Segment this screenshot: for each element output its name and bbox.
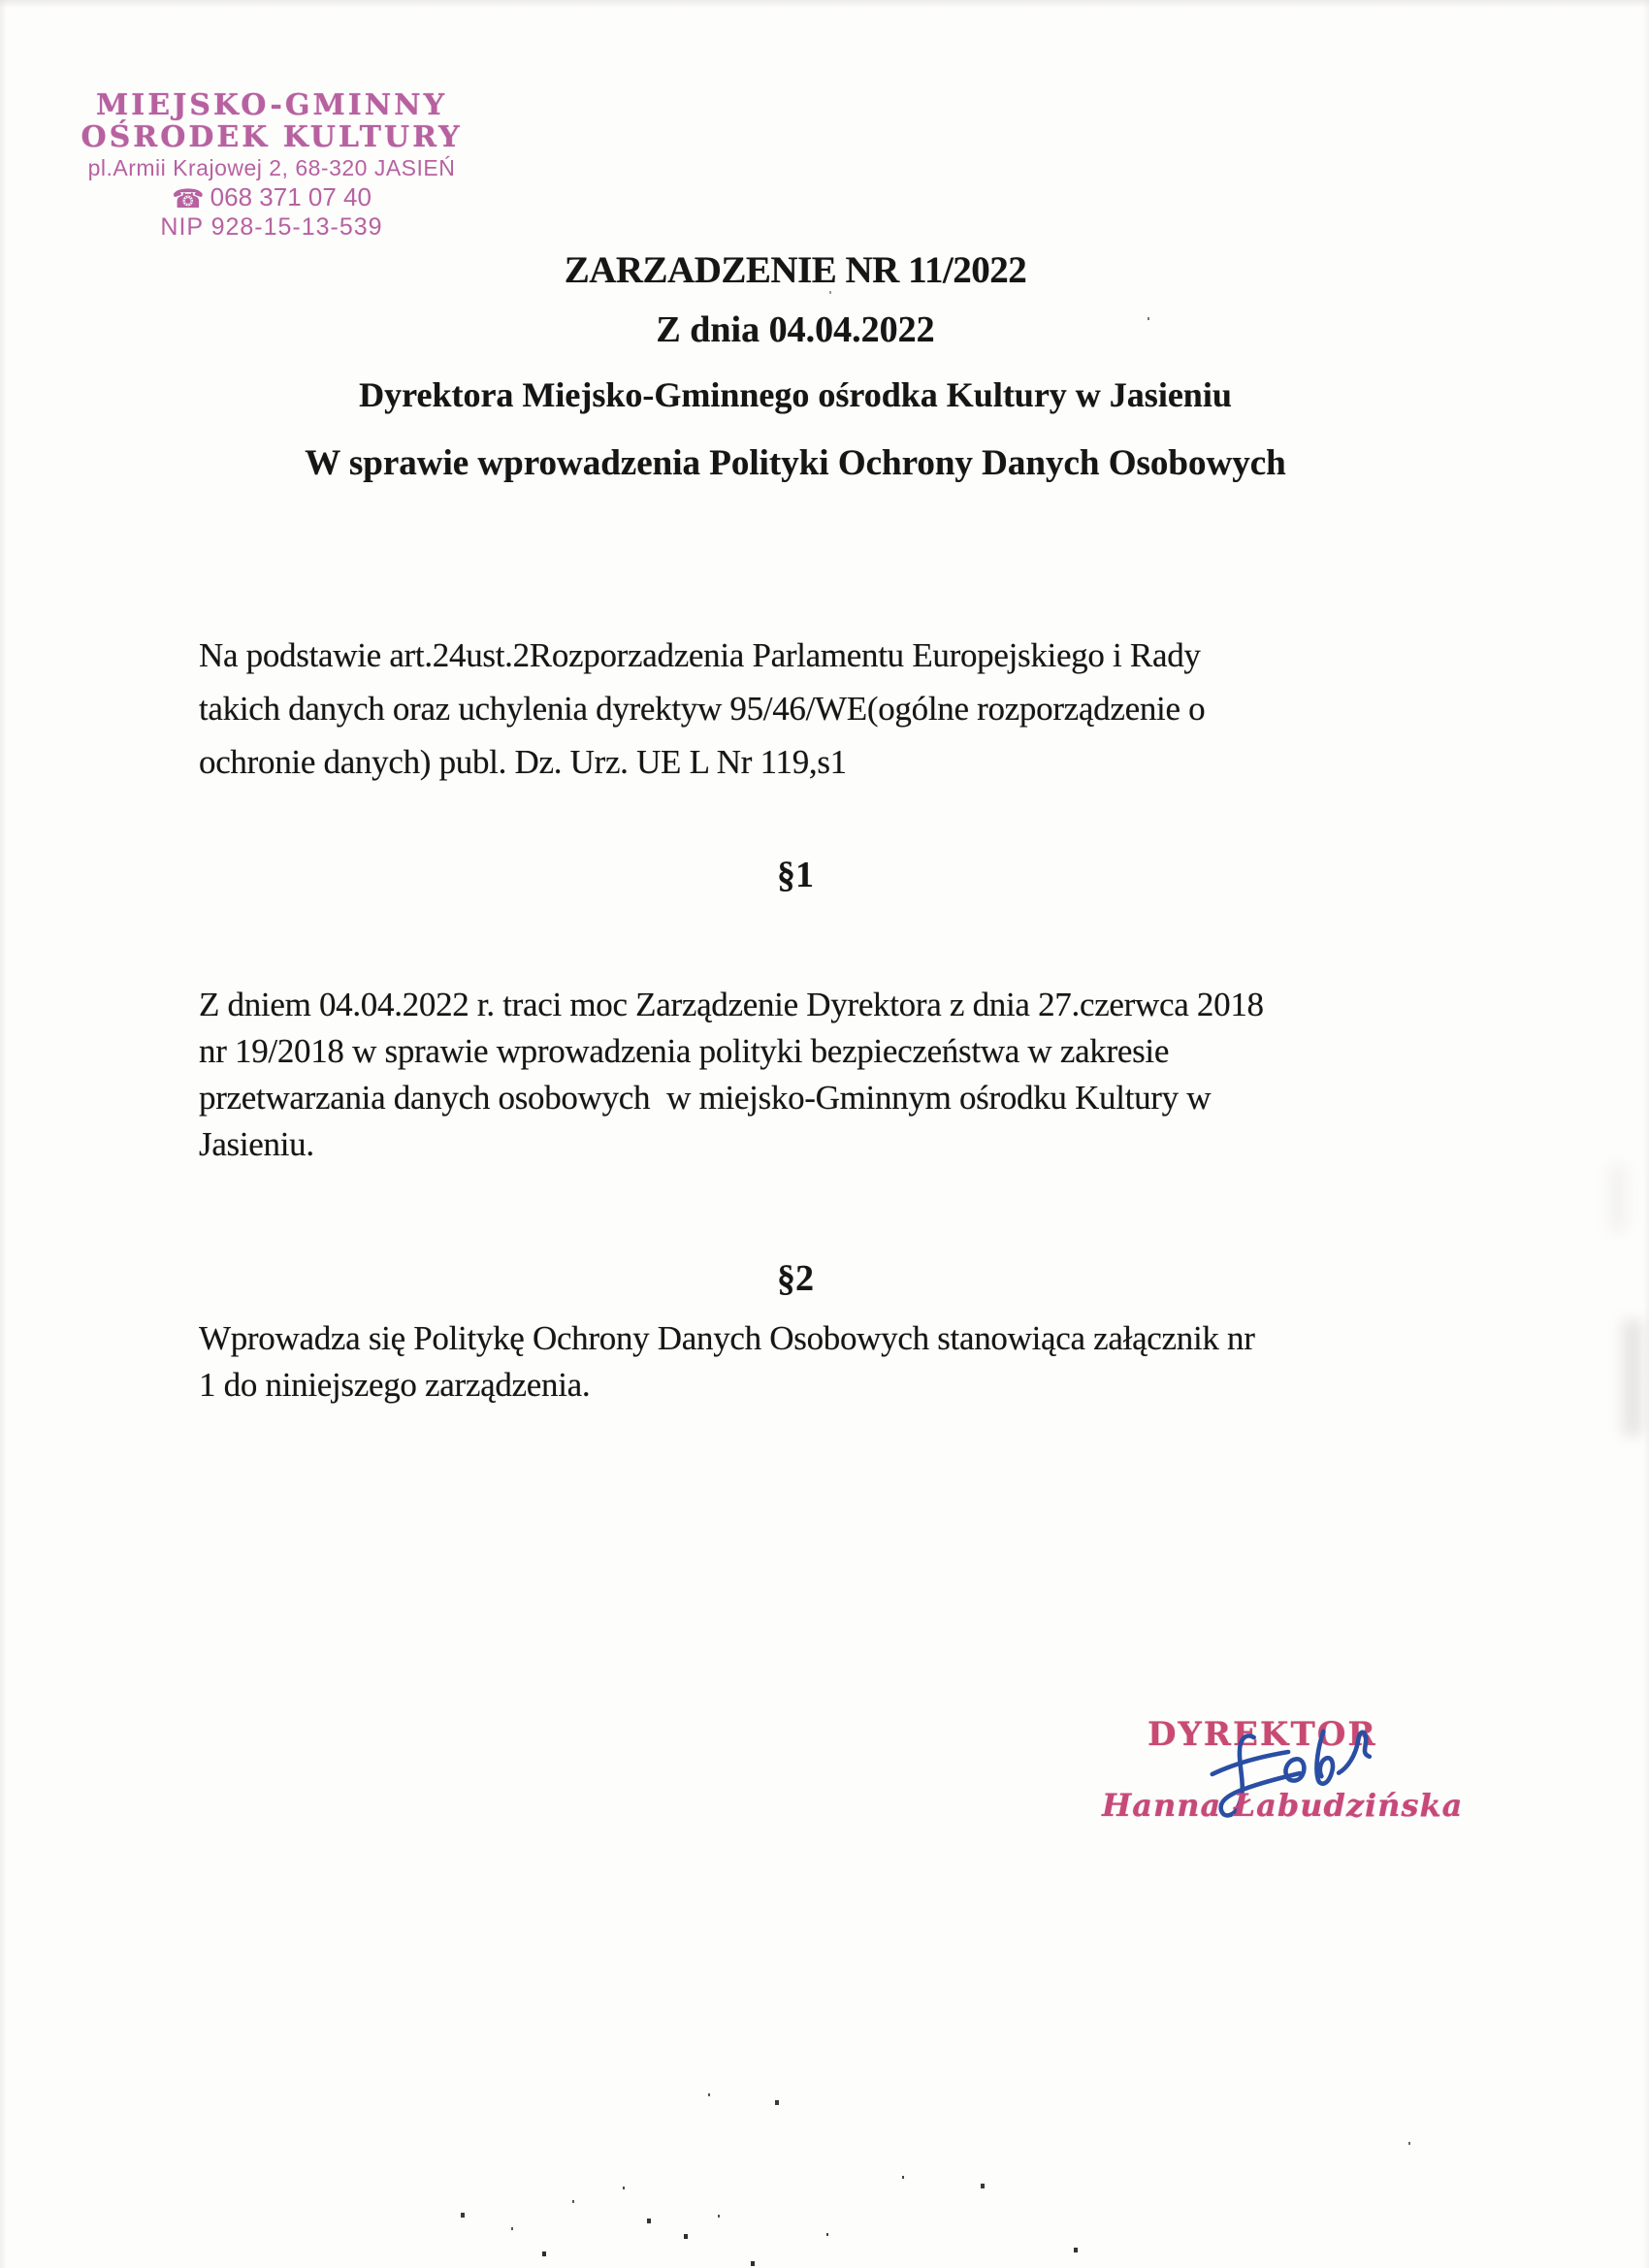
stamp-nip: NIP 928-15-13-539 (160, 213, 383, 241)
scan-smudge (1610, 1164, 1626, 1232)
stamp-phone-number: 068 371 07 40 (210, 182, 372, 211)
scan-edge-top (0, 0, 1649, 8)
paragraph-line: przetwarzania danych osobowych w miejsko-Gminnym ośrodku Kultury w (199, 1079, 1212, 1117)
stamp-phone-line (78, 183, 466, 213)
document-title: ZARZADZENIE NR 11/2022 (564, 249, 1027, 291)
section-2-paragraph (199, 1315, 1373, 1409)
director-name-stamp: Hanna Łabudzińska (1102, 1787, 1464, 1824)
scan-smudge (1622, 1319, 1643, 1436)
document-issuer-line: Dyrektora Miejsko-Gminnego ośrodka Kultury w Jasieniu (359, 375, 1232, 414)
stamp-address: pl.Armii Krajowej 2, 68-320 JASIEŃ (87, 155, 456, 180)
paragraph-line: 1 do niniejszego zarządzenia. (199, 1366, 591, 1404)
legal-basis-paragraph (199, 629, 1373, 789)
document-date-line: Z dnia 04.04.2022 (656, 309, 935, 350)
document-subject-line: W sprawie wprowadzenia Polityki Ochrony Danych Osobowych (305, 443, 1286, 483)
organization-stamp (78, 89, 466, 241)
section-2-heading: §2 (777, 1258, 814, 1299)
paragraph-line: Jasieniu. (199, 1125, 314, 1163)
stamp-org-name-line1: MIEJSKO-GMINNY (95, 88, 448, 122)
paragraph-line: takich danych oraz uchylenia dyrektyw 95/46/WE(ogólne rozporządzenie o (199, 690, 1206, 728)
paragraph-line: nr 19/2018 w sprawie wprowadzenia polityki bezpieczeństwa w zakresie (199, 1032, 1170, 1070)
stamp-org-name-line2: OŚRODEK KULTURY (81, 120, 463, 154)
director-role-stamp: DYREKTOR (1148, 1715, 1377, 1754)
paragraph-line: ochronie danych) publ. Dz. Urz. UE L Nr 119,s1 (199, 743, 847, 781)
paragraph-line: Z dniem 04.04.2022 r. traci moc Zarządzenie Dyrektora z dnia 27.czerwca 2018 (199, 986, 1264, 1023)
scan-speckles (0, 0, 2, 3)
paragraph-line: Wprowadza się Politykę Ochrony Danych Osobowych stanowiąca załącznik nr (199, 1319, 1255, 1357)
scan-edge-right (1643, 0, 1649, 2268)
paragraph-line: Na podstawie art.24ust.2Rozporzadzenia Parlamentu Europejskiego i Rady (199, 636, 1201, 674)
section-1-heading: §1 (777, 855, 814, 895)
section-1-paragraph (199, 982, 1373, 1168)
telephone-icon: ☎ (172, 184, 205, 213)
